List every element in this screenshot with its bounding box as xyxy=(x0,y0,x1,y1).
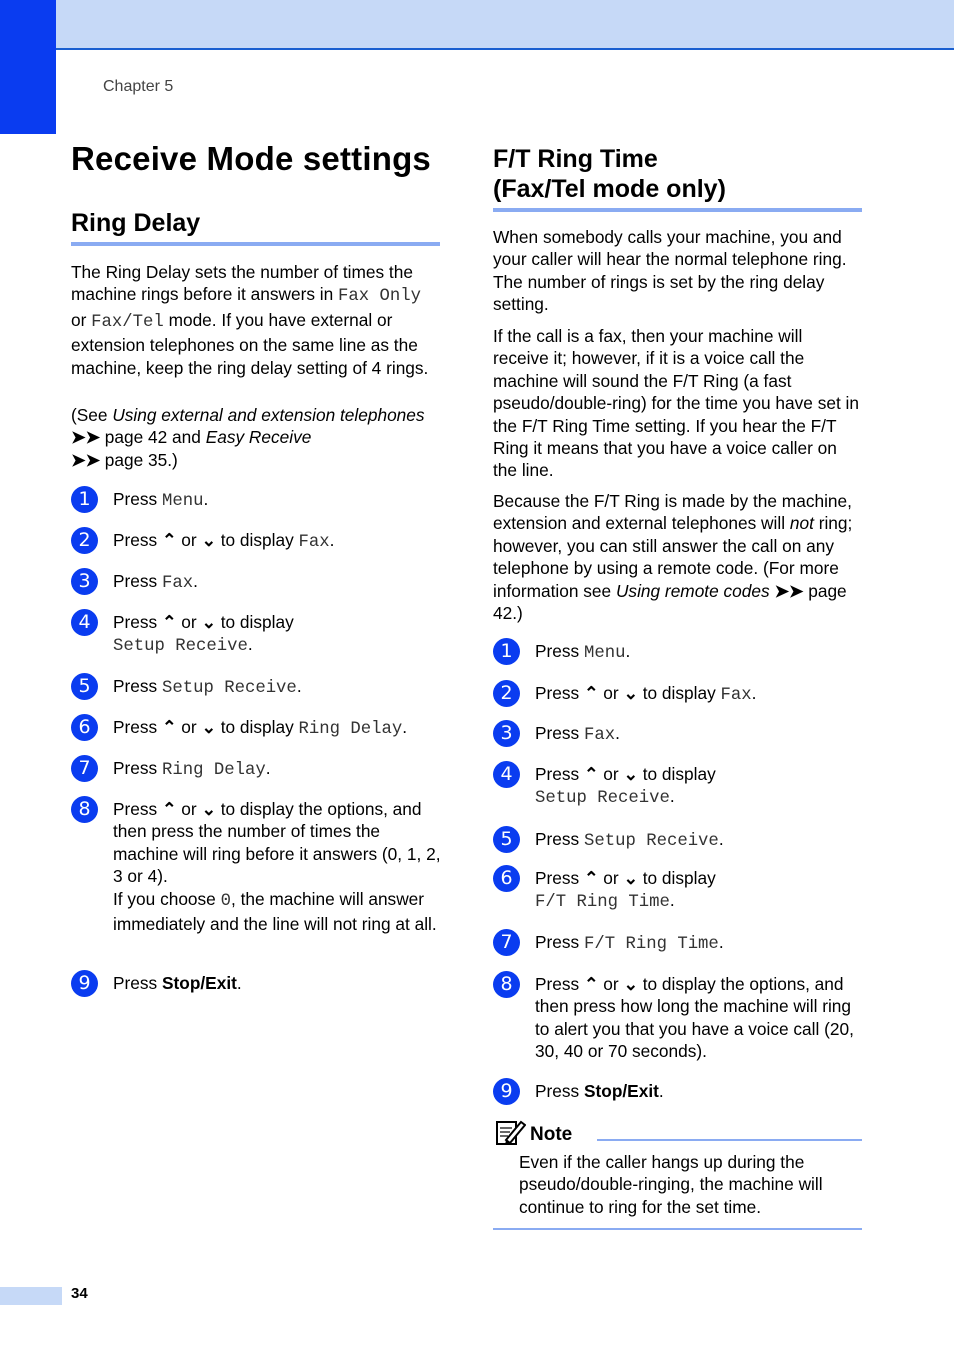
ft-paragraph-2: If the call is a fax, then your machine will receive it; however, if it is a voice call the machine will sound the F/T Ring (a fast pseudo/double-ring) for the time you have set in the F/T Ring Time setting. If you hear the F/T Ring it means that you have a voice caller on the line. xyxy=(493,326,860,481)
step-number-badge: 9 xyxy=(493,1078,520,1105)
note-divider xyxy=(597,1139,862,1141)
up-arrow-icon: ⌃ xyxy=(583,974,599,994)
up-arrow-icon: ⌃ xyxy=(161,530,177,550)
step-number-badge: 7 xyxy=(71,755,98,782)
up-arrow-icon: ⌃ xyxy=(583,683,599,703)
mode-fax-tel: Fax/Tel xyxy=(91,312,164,332)
reference-arrow-icon: ➤➤ xyxy=(71,449,100,470)
step-number-badge: 7 xyxy=(493,929,520,956)
header-band xyxy=(0,0,954,50)
down-arrow-icon: ⌄ xyxy=(201,612,216,632)
chapter-tab xyxy=(0,0,56,134)
step-number-badge: 2 xyxy=(493,680,520,707)
step-number-badge: 8 xyxy=(71,796,98,823)
page-number: 34 xyxy=(71,1285,88,1302)
step-number-badge: 9 xyxy=(71,970,98,997)
step-number-badge: 6 xyxy=(493,865,520,892)
section-title-ring-delay: Ring Delay xyxy=(71,208,440,246)
down-arrow-icon: ⌄ xyxy=(201,717,216,737)
mode-fax-only: Fax Only xyxy=(338,287,421,307)
chapter-label: Chapter 5 xyxy=(103,78,174,95)
up-arrow-icon: ⌃ xyxy=(583,868,599,888)
note-title: Note xyxy=(530,1124,573,1145)
step-number-badge: 8 xyxy=(493,971,520,998)
up-arrow-icon: ⌃ xyxy=(161,799,177,819)
step-number-badge: 3 xyxy=(71,568,98,595)
down-arrow-icon: ⌄ xyxy=(623,683,638,703)
step-number-badge: 6 xyxy=(71,714,98,741)
reference-arrow-icon: ➤➤ xyxy=(774,580,804,601)
step-number-badge: 1 xyxy=(71,486,98,513)
note-bottom-divider xyxy=(493,1228,862,1230)
step-number-badge: 3 xyxy=(493,720,520,747)
down-arrow-icon: ⌄ xyxy=(201,799,216,819)
see-reference: (See Using external and extension telephones ➤➤ page 42 and Easy Receive ➤➤ page 35.) xyxy=(71,405,425,470)
down-arrow-icon: ⌄ xyxy=(201,530,216,550)
note-text: Even if the caller hangs up during the pseudo/double-ringing, the machine will continue to ring for the set time. xyxy=(519,1152,823,1217)
up-arrow-icon: ⌃ xyxy=(583,764,599,784)
up-arrow-icon: ⌃ xyxy=(161,717,177,737)
ring-delay-intro: The Ring Delay sets the number of times the machine rings before it answers in Fax Only or Fax/Tel mode. If you have external or extension telephones on the same line as the machine, keep the ring delay setting of 4 rings. xyxy=(71,262,429,378)
step-number-badge: 5 xyxy=(493,826,520,853)
step-number-badge: 1 xyxy=(493,638,520,665)
page-title: Receive Mode settings xyxy=(71,140,431,177)
step-number-badge: 2 xyxy=(71,527,98,554)
step-number-badge: 4 xyxy=(493,761,520,788)
up-arrow-icon: ⌃ xyxy=(161,612,177,632)
section-title-ft-ring-time: F/T Ring Time (Fax/Tel mode only) xyxy=(493,144,862,212)
reference-arrow-icon: ➤➤ xyxy=(71,427,100,448)
down-arrow-icon: ⌄ xyxy=(623,868,638,888)
footer-band xyxy=(0,1287,62,1305)
ft-paragraph-3: Because the F/T Ring is made by the machine, extension and external telephones will not ring; however, you can still answer the call on any telephone by using a remote code. (For more information see Using remote codes ➤➤ page 42.) xyxy=(493,491,853,624)
down-arrow-icon: ⌄ xyxy=(623,764,638,784)
note-pencil-icon xyxy=(496,1118,526,1146)
ft-paragraph-1: When somebody calls your machine, you and your caller will hear the normal telephone ring. The number of rings is set by the ring delay setting. xyxy=(493,227,847,315)
down-arrow-icon: ⌄ xyxy=(623,974,638,994)
step-number-badge: 5 xyxy=(71,673,98,700)
step-number-badge: 4 xyxy=(71,609,98,636)
